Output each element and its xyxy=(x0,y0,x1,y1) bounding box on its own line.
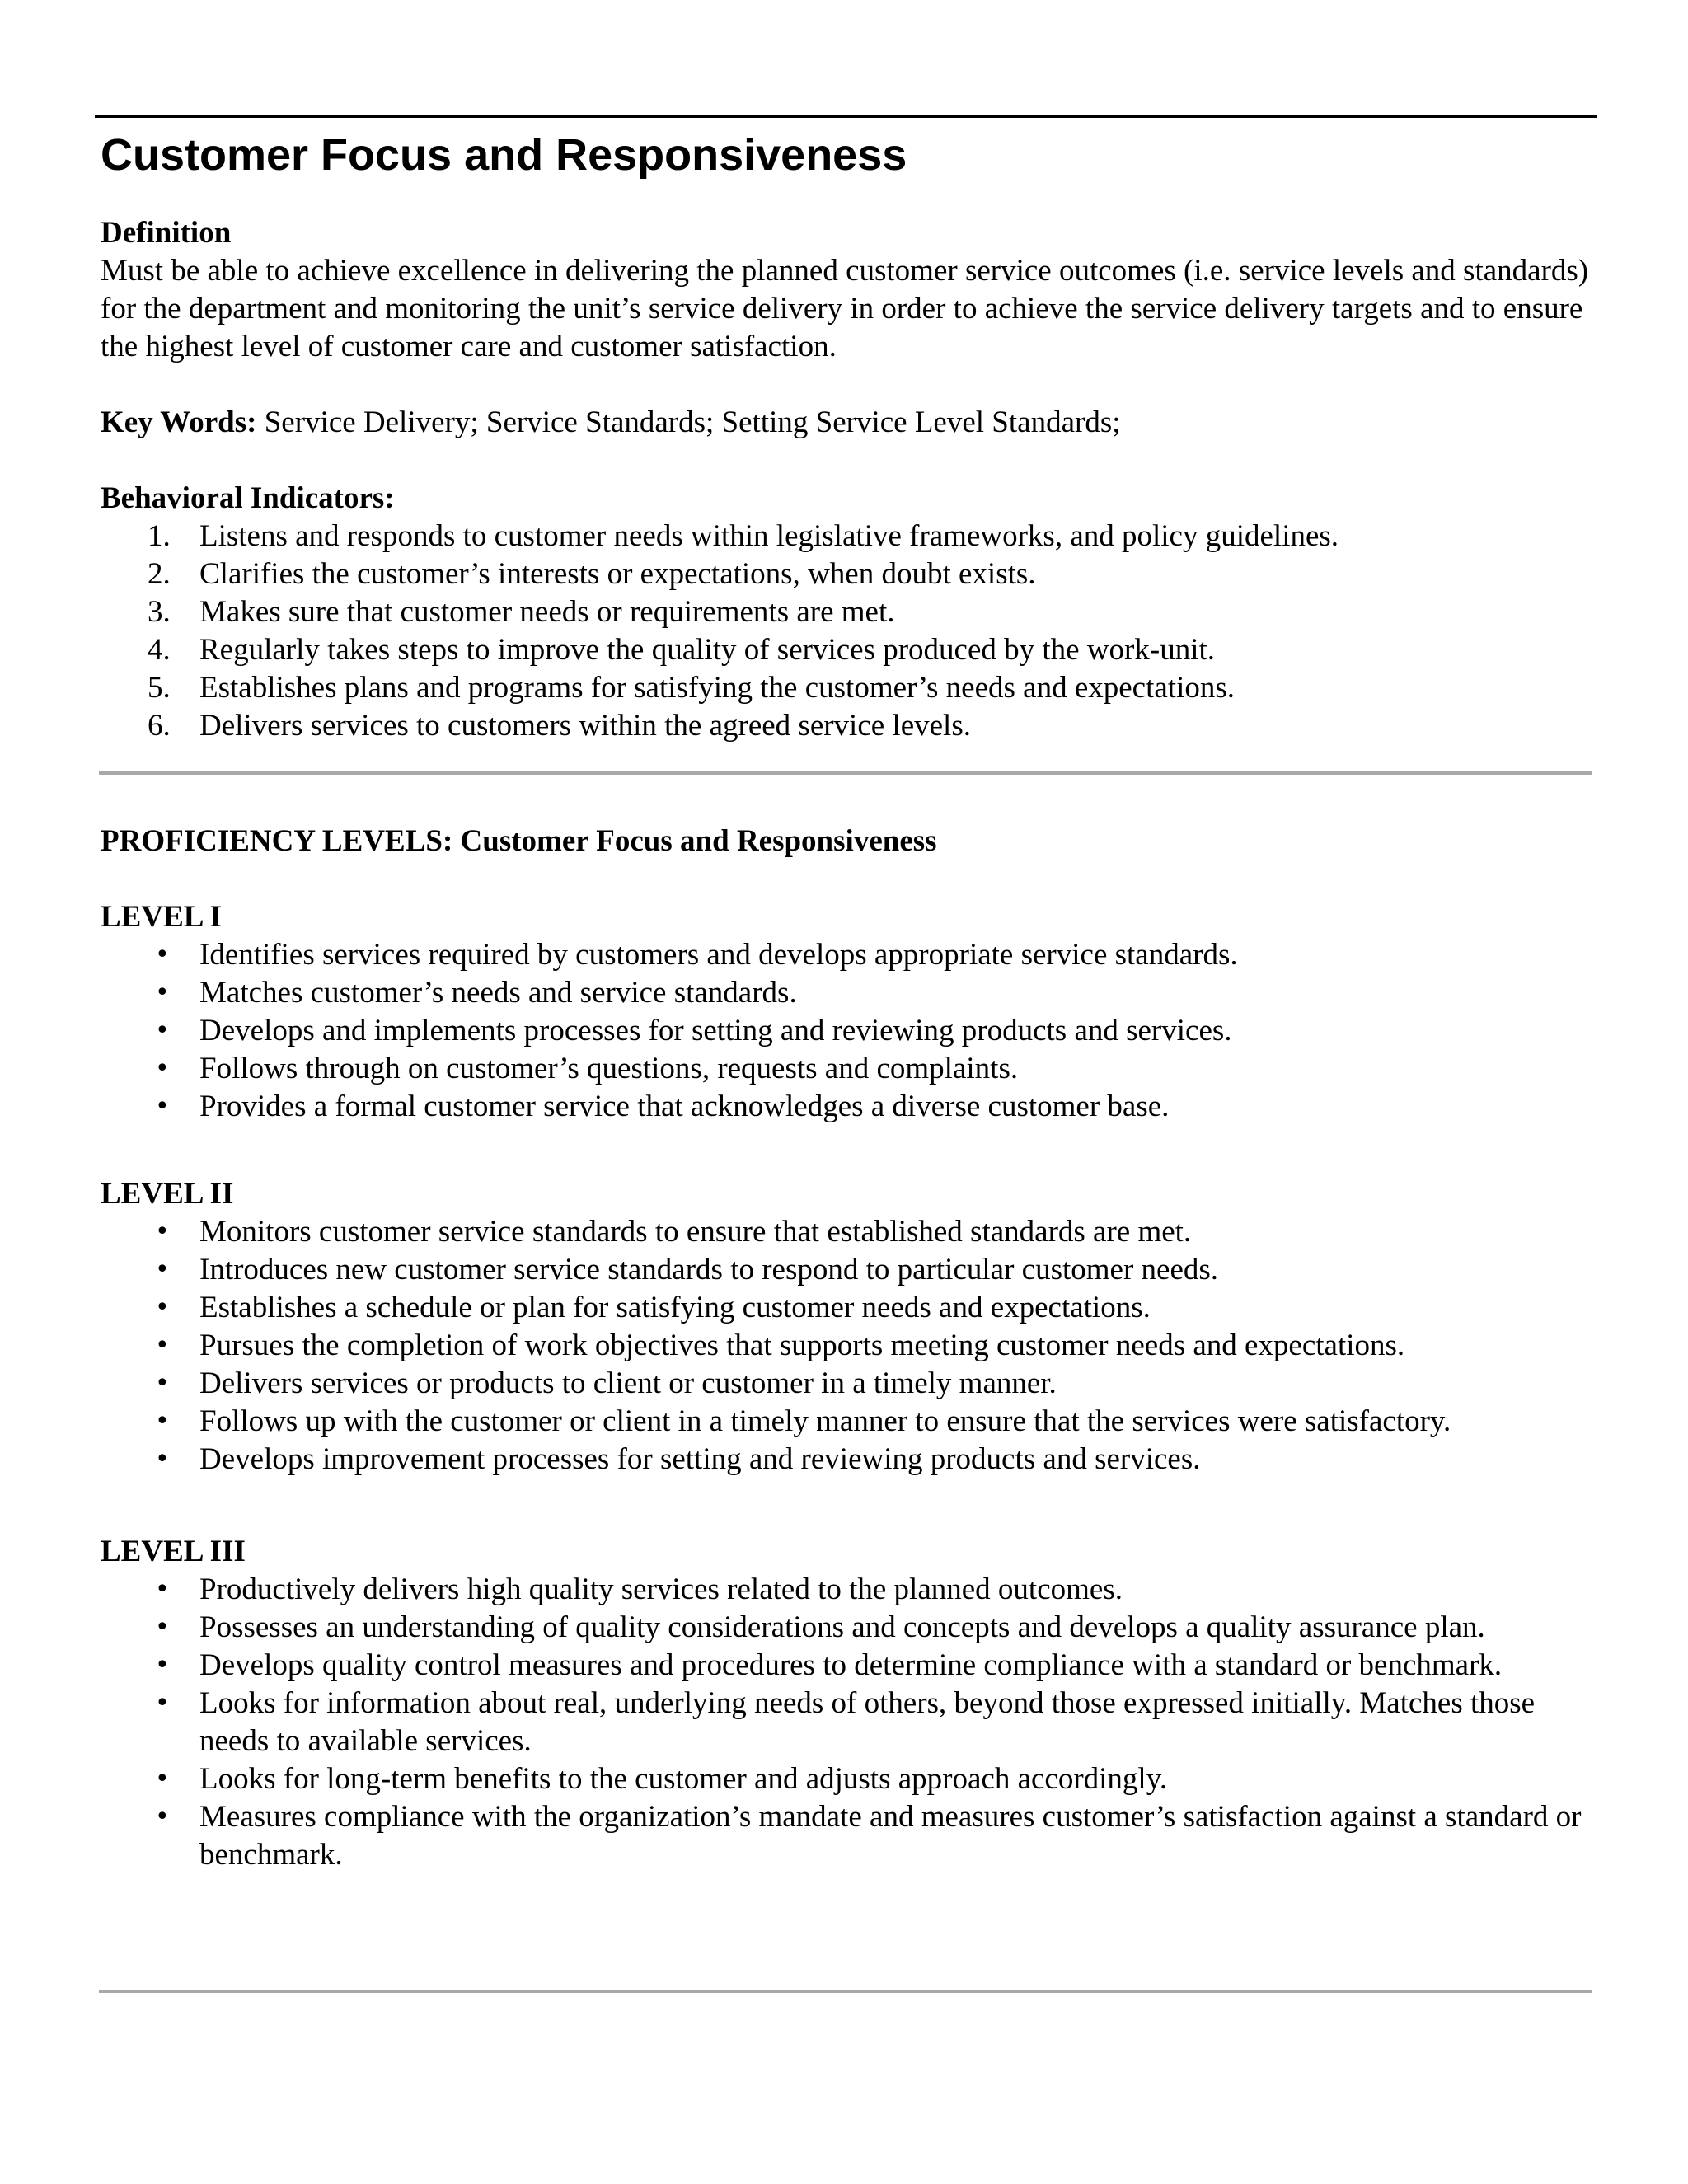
list-item xyxy=(101,1050,1592,1088)
bullet-icon: • xyxy=(155,1293,170,1322)
list-item-text: Delivers services to customers within the agreed service levels. xyxy=(199,709,971,743)
bullet-icon: • xyxy=(155,1575,170,1604)
key-words-section xyxy=(101,404,1592,442)
level-1-heading: LEVEL I xyxy=(101,900,223,934)
list-item-text: Clarifies the customer’s interests or expectations, when doubt exists. xyxy=(199,557,1036,591)
level-2-heading: LEVEL II xyxy=(101,1177,234,1211)
list-item xyxy=(101,1760,1592,1798)
level-2-section xyxy=(101,1175,1592,1479)
bullet-icon: • xyxy=(155,1651,170,1680)
bullet-icon: • xyxy=(155,1369,170,1398)
list-item xyxy=(101,1251,1592,1289)
list-item-text: Pursues the completion of work objectives that supports meeting customer needs and expectations. xyxy=(199,1329,1405,1362)
proficiency-section xyxy=(101,823,1592,860)
list-number: 5. xyxy=(148,671,171,705)
bullet-icon: • xyxy=(155,1016,170,1045)
list-item xyxy=(101,593,1592,631)
list-number: 3. xyxy=(148,595,171,629)
list-item-text: Provides a formal customer service that acknowledges a diverse customer base. xyxy=(199,1090,1170,1123)
list-item xyxy=(101,936,1592,974)
definition-section xyxy=(101,214,1592,366)
list-item-text: Delivers services or products to client or customer in a timely manner. xyxy=(199,1366,1057,1400)
list-number: 4. xyxy=(148,633,171,667)
list-item-text: Looks for long-term benefits to the customer and adjusts approach accordingly. xyxy=(199,1762,1168,1796)
bullet-icon: • xyxy=(155,940,170,969)
level-2-list xyxy=(101,1213,1592,1479)
list-item-text: Looks for information about real, underlying needs of others, beyond those expressed initially. Matches those needs to available services. xyxy=(199,1686,1536,1758)
level-3-list xyxy=(101,1571,1592,1874)
list-item xyxy=(101,518,1592,555)
key-words-line xyxy=(101,404,1592,442)
list-item-text: Monitors customer service standards to ensure that established standards are met. xyxy=(199,1215,1192,1249)
list-item xyxy=(101,707,1592,745)
behavioral-indicators-heading: Behavioral Indicators: xyxy=(101,481,395,515)
list-item-text: Matches customer’s needs and service standards. xyxy=(199,976,797,1010)
list-number: 6. xyxy=(148,709,171,743)
list-item-text: Possesses an understanding of quality considerations and concepts and develops a quality assurance plan. xyxy=(199,1610,1485,1644)
list-item xyxy=(101,1088,1592,1126)
list-item xyxy=(101,1609,1592,1647)
definition-text: Must be able to achieve excellence in delivering the planned customer service outcomes (i.e. service levels and standards) for the department and monitoring the unit’s service delivery in order to achieve the service delivery targets and to ensure the highest level of customer care and customer satisfaction. xyxy=(101,254,1589,363)
list-item-text: Makes sure that customer needs or requirements are met. xyxy=(199,595,895,629)
list-item xyxy=(101,1012,1592,1050)
level-1-section xyxy=(101,898,1592,1126)
level-3-section xyxy=(101,1533,1592,1874)
key-words-text: Service Delivery; Service Standards; Setting Service Level Standards; xyxy=(256,405,1121,439)
list-item xyxy=(101,1441,1592,1479)
list-item-text: Measures compliance with the organization’s mandate and measures customer’s satisfaction against a standard or benchmark. xyxy=(199,1800,1582,1872)
bullet-icon: • xyxy=(155,1613,170,1642)
list-item-text: Develops improvement processes for setting and reviewing products and services. xyxy=(199,1442,1201,1476)
bullet-icon: • xyxy=(155,1802,170,1831)
bullet-icon: • xyxy=(155,1054,170,1083)
list-item xyxy=(101,1798,1592,1874)
bullet-icon: • xyxy=(155,1092,170,1121)
level-1-list xyxy=(101,936,1592,1126)
list-item-text: Develops and implements processes for setting and reviewing products and services. xyxy=(199,1014,1232,1047)
list-item xyxy=(101,1571,1592,1609)
page-title: Customer Focus and Responsiveness xyxy=(101,130,907,180)
bullet-icon: • xyxy=(155,1445,170,1474)
top-rule xyxy=(95,115,1597,118)
list-item xyxy=(101,1365,1592,1403)
list-number: 1. xyxy=(148,519,171,553)
list-item-text: Develops quality control measures and procedures to determine compliance with a standard or benchmark. xyxy=(199,1648,1503,1682)
level-3-heading: LEVEL III xyxy=(101,1535,246,1568)
list-item-text: Regularly takes steps to improve the quality of services produced by the work-unit. xyxy=(199,633,1216,667)
bullet-icon: • xyxy=(155,1407,170,1436)
definition-heading: Definition xyxy=(101,216,232,250)
list-item xyxy=(101,1327,1592,1365)
bullet-icon: • xyxy=(155,1331,170,1360)
behavioral-indicators-section xyxy=(101,480,1592,745)
bullet-icon: • xyxy=(155,1255,170,1284)
list-item-text: Follows up with the customer or client in a timely manner to ensure that the services were satisfactory. xyxy=(199,1404,1451,1438)
bullet-icon: • xyxy=(155,1217,170,1246)
list-item-text: Listens and responds to customer needs within legislative frameworks, and policy guidelines. xyxy=(199,519,1339,553)
list-item-text: Identifies services required by customers and develops appropriate service standards. xyxy=(199,938,1238,972)
list-item xyxy=(101,1647,1592,1685)
bullet-icon: • xyxy=(155,1765,170,1793)
list-item-text: Establishes a schedule or plan for satisfying customer needs and expectations. xyxy=(199,1291,1151,1324)
list-item xyxy=(101,1213,1592,1251)
list-item xyxy=(101,974,1592,1012)
list-item-text: Follows through on customer’s questions, requests and complaints. xyxy=(199,1052,1019,1085)
list-item xyxy=(101,555,1592,593)
list-item xyxy=(101,1403,1592,1441)
bullet-icon: • xyxy=(155,978,170,1007)
list-item xyxy=(101,631,1592,669)
section-divider xyxy=(99,1990,1592,1993)
list-item xyxy=(101,1685,1592,1760)
section-divider xyxy=(99,771,1592,775)
list-item-text: Productively delivers high quality services related to the planned outcomes. xyxy=(199,1572,1123,1606)
behavioral-indicators-list xyxy=(101,518,1592,745)
list-item xyxy=(101,669,1592,707)
proficiency-heading: PROFICIENCY LEVELS: Customer Focus and Responsiveness xyxy=(101,824,937,858)
bullet-icon: • xyxy=(155,1689,170,1718)
list-item-text: Establishes plans and programs for satisfying the customer’s needs and expectations. xyxy=(199,671,1235,705)
list-number: 2. xyxy=(148,557,171,591)
list-item-text: Introduces new customer service standards to respond to particular customer needs. xyxy=(199,1253,1219,1286)
list-item xyxy=(101,1289,1592,1327)
key-words-label: Key Words: xyxy=(101,405,257,439)
